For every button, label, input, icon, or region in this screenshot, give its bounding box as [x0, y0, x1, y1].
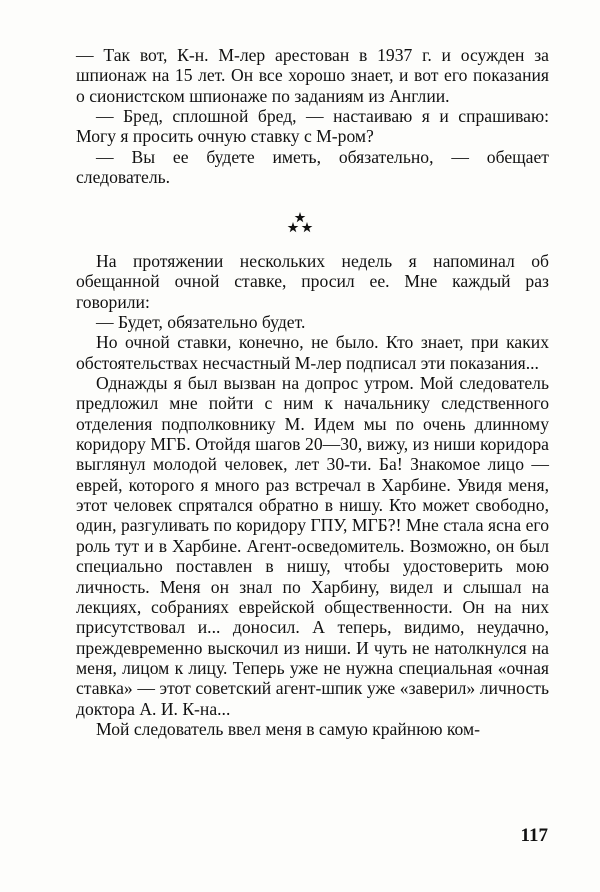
- page-number: 117: [520, 825, 548, 846]
- paragraph-2: — Бред, сплошной бред, — настаиваю я и спрашиваю: Могу я просить очную ставку с М-ром?: [76, 106, 549, 147]
- text-section-one: [76, 45, 549, 187]
- paragraph-7: Однажды я был вызван на допрос утром. Мой следователь предложил мне пойти с ним к начальнику следственного отделения подполковнику М. Идем мы по очень длинному коридору МГБ. Отойдя шагов 20—30, вижу, из ниши коридора выглянул молодой человек, лет 30-ти. Ба! Знакомое лицо — еврей, которого я много раз встречал в Харбине. Увидя меня, этот человек спрятался обратно в нишу. Кто может свободно, один, разгуливать по коридору ГПУ, МГБ?! Мне стала ясна его роль тут и в Харбине. Агент-осведомитель. Возможно, он был специально поставлен в нишу, чтобы удостоверить мою личность. Меня он знал по Харбину, видел и слышал на лекциях, собраниях еврейской общественности. Он на них присутствовал и... доносил. А теперь, видимо, неудачно, преждевременно выскочил из ниши. И чуть не натолкнулся на меня, лицом к лицу. Теперь уже не нужна специальная «очная ставка» — этот советский агент-шпик уже «заверил» личность доктора А. И. К-на...: [76, 373, 549, 719]
- paragraph-4: На протяжении нескольких недель я напоминал об обещанной очной ставке, просил ее. Мне каждый раз говорили:: [76, 251, 549, 312]
- paragraph-5: — Будет, обязательно будет.: [96, 312, 306, 333]
- paragraph-3: — Вы ее будете иметь, обязательно, — обещает следователь.: [76, 146, 549, 188]
- three-stars-icon: [287, 211, 313, 235]
- paragraph-1: — Так вот, К-н. М-лер арестован в 1937 г. и осужден за шпионаж на 15 лет. Он все хорошо знает, и вот его показания о сионистском шпионаже по заданиям из Англии.: [76, 45, 549, 106]
- paragraph-6: Но очной ставки, конечно, не было. Кто знает, при каких обстоятельствах несчастный М-лер подписал эти показания...: [76, 332, 549, 373]
- text-section-two: [76, 251, 549, 739]
- paragraph-8: Мой следователь ввел меня в самую крайнюю ком-: [96, 718, 480, 739]
- section-divider: [0, 211, 600, 237]
